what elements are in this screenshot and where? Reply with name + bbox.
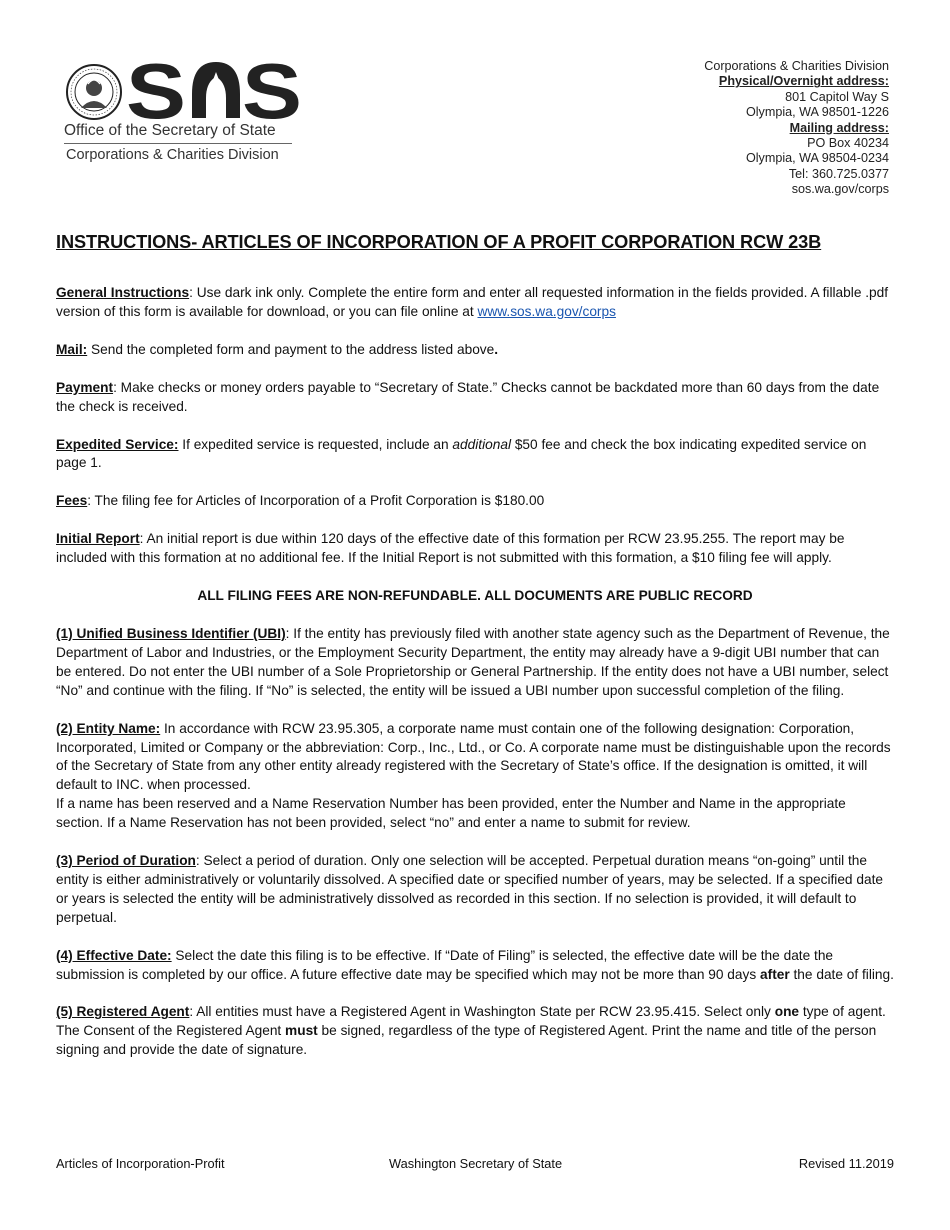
general-instructions-text: : Use dark ink only. Complete the entire form and enter all requested information in the fields provided. A fillable .pdf version of this form is available for download, or you can file online at [56, 285, 889, 319]
fees-text: : The filing fee for Articles of Incorporation of a Profit Corporation is $180.00 [87, 493, 545, 509]
ubi-text: : If the entity has previously filed with another state agency such as the Department of Revenue, the Department of Labor and Industries, or the Employment Security Department, the entity may already have a 9-digit UBI number that can be entered. Do not enter the UBI number of a Sole Proprietorship or General Partnership. If the entity does not have a UBI number, select “No” and continue with the filing. If “No” is selected, the entity will be issued a UBI number upon successful completion of the filing. [56, 625, 890, 698]
entity-name-instructions [56, 720, 894, 796]
mailing-address-line1: PO Box 40234 [807, 136, 889, 151]
effective-date-text-b: the date of filing. [789, 966, 894, 982]
expedited-text-a: If expedited service is requested, include an [178, 436, 453, 452]
expedited-instructions [56, 436, 894, 474]
expedited-label: Expedited Service: [56, 436, 179, 452]
footer-agency: Washington Secretary of State [389, 1156, 563, 1171]
mail-text: Send the completed form and payment to the address listed above [87, 341, 495, 357]
mailing-address-label: Mailing address: [789, 120, 889, 135]
public-record-notice: ALL FILING FEES ARE NON-REFUNDABLE. ALL DOCUMENTS ARE PUBLIC RECORD [197, 588, 753, 604]
general-instructions-label: General Instructions [56, 285, 190, 300]
ubi-label: (1) Unified Business Identifier (UBI) [56, 625, 286, 641]
division-name: Corporations & Charities Division [704, 59, 889, 73]
website: sos.wa.gov/corps [791, 182, 889, 197]
mail-label: Mail: [56, 341, 88, 357]
registered-agent-bold-must: must [285, 1023, 318, 1039]
sos-website-link[interactable]: www.sos.wa.gov/corps [477, 303, 616, 319]
duration-label: (3) Period of Duration [56, 853, 196, 869]
fees-label: Fees [56, 493, 88, 509]
sos-logo [62, 58, 302, 168]
initial-report-text: : An initial report is due within 120 days of the effective date of this formation per RCW 23.95.255. The report may be included with this formation at no additional fee. If the Initial Report is not submitted with this formation, a $10 filing fee will apply. [56, 531, 845, 566]
effective-date-bold: after [760, 966, 790, 982]
telephone: Tel: 360.725.0377 [788, 166, 889, 181]
registered-agent-text-c: be signed, regardless of the type of Registered Agent. Print the name and title of the person signing and provide the date of signature. [56, 1023, 877, 1058]
svg-text:S: S [126, 58, 186, 124]
expedited-text-b: $50 fee and check the box indicating expedited service on page 1. [56, 436, 867, 471]
mail-text-end: . [494, 341, 499, 357]
registered-agent-bold-one: one [774, 1004, 800, 1020]
name-reservation-instructions: If a name has been reserved and a Name Reservation Number has been provided, enter the Number and Name in the appropriate section. If a Name Reservation has not been provided, select “no” and enter a name to submit for review. [56, 796, 846, 831]
effective-date-text-a: Select the date this filing is to be effective. If “Date of Filing” is selected, the effective date will be the date the submission is completed by our office. A future effective date may be specified which may not be more than 90 days [56, 947, 834, 982]
registered-agent-text-a: : All entities must have a Registered Agent in Washington State per RCW 23.95.415. Select only [189, 1004, 775, 1020]
duration-instructions [56, 852, 894, 928]
logo-office-name: Office of the Secretary of State [64, 122, 276, 139]
entity-name-label: (2) Entity Name: [56, 720, 161, 736]
physical-address-line2: Olympia, WA 98501-1226 [745, 105, 889, 120]
logo-divider [64, 143, 292, 144]
entity-name-text: In accordance with RCW 23.95.305, a corporate name must contain one of the following designation: Corporation, Incorporated, Limited or Company or the abbreviation: Corp., Inc., Ltd., or Co. A corporate name must be distinguishable upon the records of the Secretary of State from any other entity already registered with the Secretary of State’s office. If the designation is omitted, it will default to INC. when processed. [56, 720, 891, 793]
registered-agent-text-b: type of agent. The Consent of the Registered Agent [56, 1004, 886, 1039]
mailing-address-line2: Olympia, WA 98504-0234 [745, 151, 889, 166]
ubi-instructions [56, 625, 894, 701]
mail-instructions [56, 341, 894, 360]
general-instructions [56, 284, 894, 322]
instructions-body [56, 284, 894, 1079]
footer-form-name: Articles of Incorporation-Profit [56, 1156, 225, 1171]
fees-instructions [56, 492, 894, 511]
footer-revision: Revised 11.2019 [798, 1156, 894, 1171]
initial-report-label: Initial Report [56, 531, 140, 547]
sos-letters-logo [126, 58, 302, 124]
payment-label: Payment [56, 379, 114, 395]
logo-division-name: Corporations & Charities Division [66, 147, 279, 163]
initial-report-instructions [56, 530, 894, 568]
state-seal-icon [66, 64, 122, 120]
duration-text: : Select a period of duration. Only one selection will be accepted. Perpetual duration means “on-going” until the entity is either administratively or voluntarily dissolved. A specified date or specified number of years, may be selected. If a specified date or years is selected the entity will be administratively dissolved as recorded in this section. If no selection is provided, it will default to perpetual. [56, 853, 883, 925]
physical-address-line1: 801 Capitol Way S [785, 89, 889, 104]
registered-agent-instructions [56, 1003, 894, 1060]
effective-date-label: (4) Effective Date: [56, 947, 172, 963]
page-title: INSTRUCTIONS- ARTICLES OF INCORPORATION OF A PROFIT CORPORATION RCW 23B [56, 232, 822, 252]
payment-text: : Make checks or money orders payable to “Secretary of State.” Checks cannot be backdated more than 60 days from the date the check is received. [56, 379, 880, 414]
physical-address-label: Physical/Overnight address: [718, 74, 889, 89]
effective-date-instructions [56, 947, 894, 985]
svg-text:S: S [242, 58, 302, 124]
payment-instructions [56, 379, 894, 417]
expedited-text-italic: additional [452, 436, 512, 452]
registered-agent-label: (5) Registered Agent [56, 1004, 190, 1020]
address-block [704, 59, 889, 198]
